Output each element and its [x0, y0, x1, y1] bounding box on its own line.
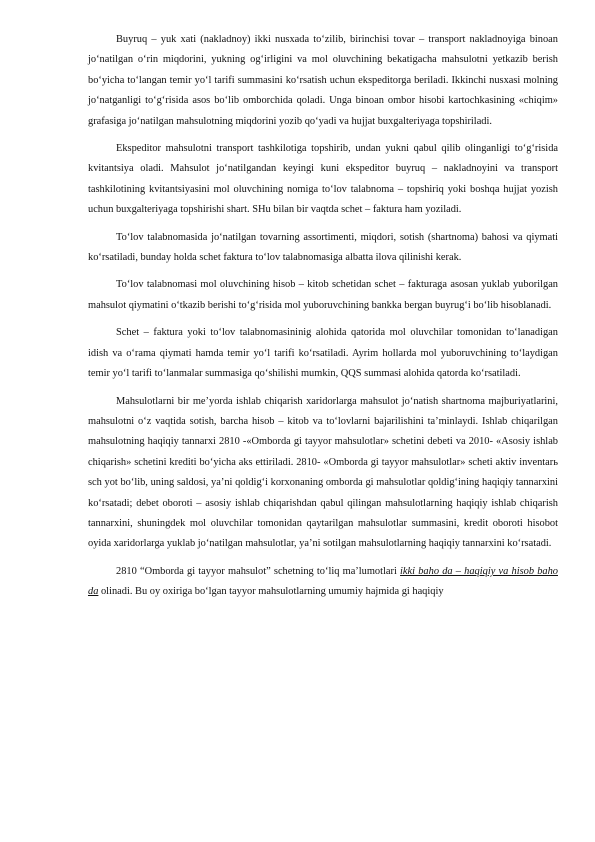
paragraph-buyruq: Buyruq – yuk xati (nakladnoy) ikki nusxada to‘zilib, birinchisi tovar – transport nakladnoyiga binoan jo‘natilgan o‘rin miqdorini, yukning og‘irligini va mol oluvchining bekatigacha mahsulotni yetkazib berish bo‘yicha to‘langan temir yo‘l tarifi summasini ko‘rsatish uchun ekspeditorga beriladi. Ikkinchi nusxasi molning jo‘natganligi to‘g‘risida asos bo‘lib omborchida qoladi. Unga binoan ombor hisobi kartochkasining «chiqim» grafasiga jo‘natilgan mahsulotning miqdorini yozib qo‘yadi va hujjat buxgalteriyaga topshiriladi. — [88, 34, 558, 127]
paragraph-ekspeditor: Ekspeditor mahsulotni transport tashkilotiga topshirib, undan yukni qabul qilib olinganligi to‘g‘risida kvitantsiya oladi. Mahsulot jo‘natilgandan keyingi kuni ekspeditor buyruq – nakladnoyini va transport tashkilotining kvitantsiyasini mol oluvchining nomiga to‘lov talabnoma – topshiriq yoki boshqa hujjat yozish uchun buxgalteriyaga topshirishi shart. SHu bilan bir vaqtda schet – faktura ham yoziladi. — [88, 143, 558, 216]
paragraph-tolov-talabnomasida: To‘lov talabnomasida jo‘natilgan tovarning assortimenti, miqdori, sotish (shartnoma) bahosi va qiymati ko‘rsatiladi, bunday holda schet faktura to‘lov talabnomasiga albatta ilova qilinishi kerak. — [88, 231, 558, 264]
paragraph-2810 — [88, 562, 558, 603]
document-page — [88, 30, 558, 610]
paragraph-mahsulotlarni: Mahsulotlarni bir me’yorda ishlab chiqarish xaridorlarga mahsulot jo‘natish shartnoma majburiyatlarini, mahsulotni o‘z vaqtida sotish, barcha hisob – kitob va to‘lovlarni bajarilishini ta’minlaydi. Ishlab chiqarilgan mahsulotning haqiqiy tannarxi 2810 -«Omborda gi tayyor mahsulotlar» schetini debeti va 2010- «Asosiy ishlab chiqarish» schetini krediti bo‘yicha aks ettiriladi. 2810- «Omborda gi tayyor mahsulotlar» scheti aktiv inventarь sch yot bo‘lib, uning saldosi, ya’ni qoldig‘i korxonaning omborda gi mahsulotlar qoldig‘ining haqiqiy tannarxini ko‘rsatadi; debet oboroti – asosiy ishlab chiqarishdan qabul qilingan mahsulotlarning haqiqiy ishlab chiqarish tannarxini, shuningdek mol oluvchilar tomonidan qaytarilgan mahsulotlar summasini, kredit oboroti hisobot oyida xaridorlarga yuklab jo‘natilgan mahsulotlar, ya’ni sotilgan mahsulotlarning haqiqiy tannarxini ko‘rsatadi. — [88, 395, 558, 550]
paragraph-schet-faktura: Schet – faktura yoki to‘lov talabnomasininig alohida qatorida mol oluvchilar tomonidan to‘lanadigan idish va o‘rama qiymati hamda temir yo‘l tarifi ko‘rsatiladi. Ayrim hollarda mol yuboruvchining to‘laydigan temir yo‘l tarifi to‘lanmalar summasiga qo‘shilishi mumkin, QQS summasi alohida qatorda ko‘rsatiladi. — [88, 327, 558, 380]
paragraph-2810-text-end: olinadi. Bu oy oxiriga bo‘lgan tayyor mahsulotlarning umumiy hajmida gi haqiqiy — [98, 586, 444, 598]
emphasis-ikki-baho: ikki baho da – haqiqiy va hisob baho da — [88, 565, 558, 598]
paragraph-tolov-talabnomasi: To‘lov talabnomasi mol oluvchining hisob – kitob schetidan schet – fakturaga asosan yuklab yuborilgan mahsulot qiymatini o‘tkazib berishi to‘g‘risida mol yuboruvchining bankka bergan buyrug‘i bo‘lib hisoblanadi. — [88, 279, 558, 311]
paragraph-2810-text-start: 2810 “Omborda gi tayyor mahsulot” schetning to‘liq ma’lumotlari — [116, 565, 401, 577]
